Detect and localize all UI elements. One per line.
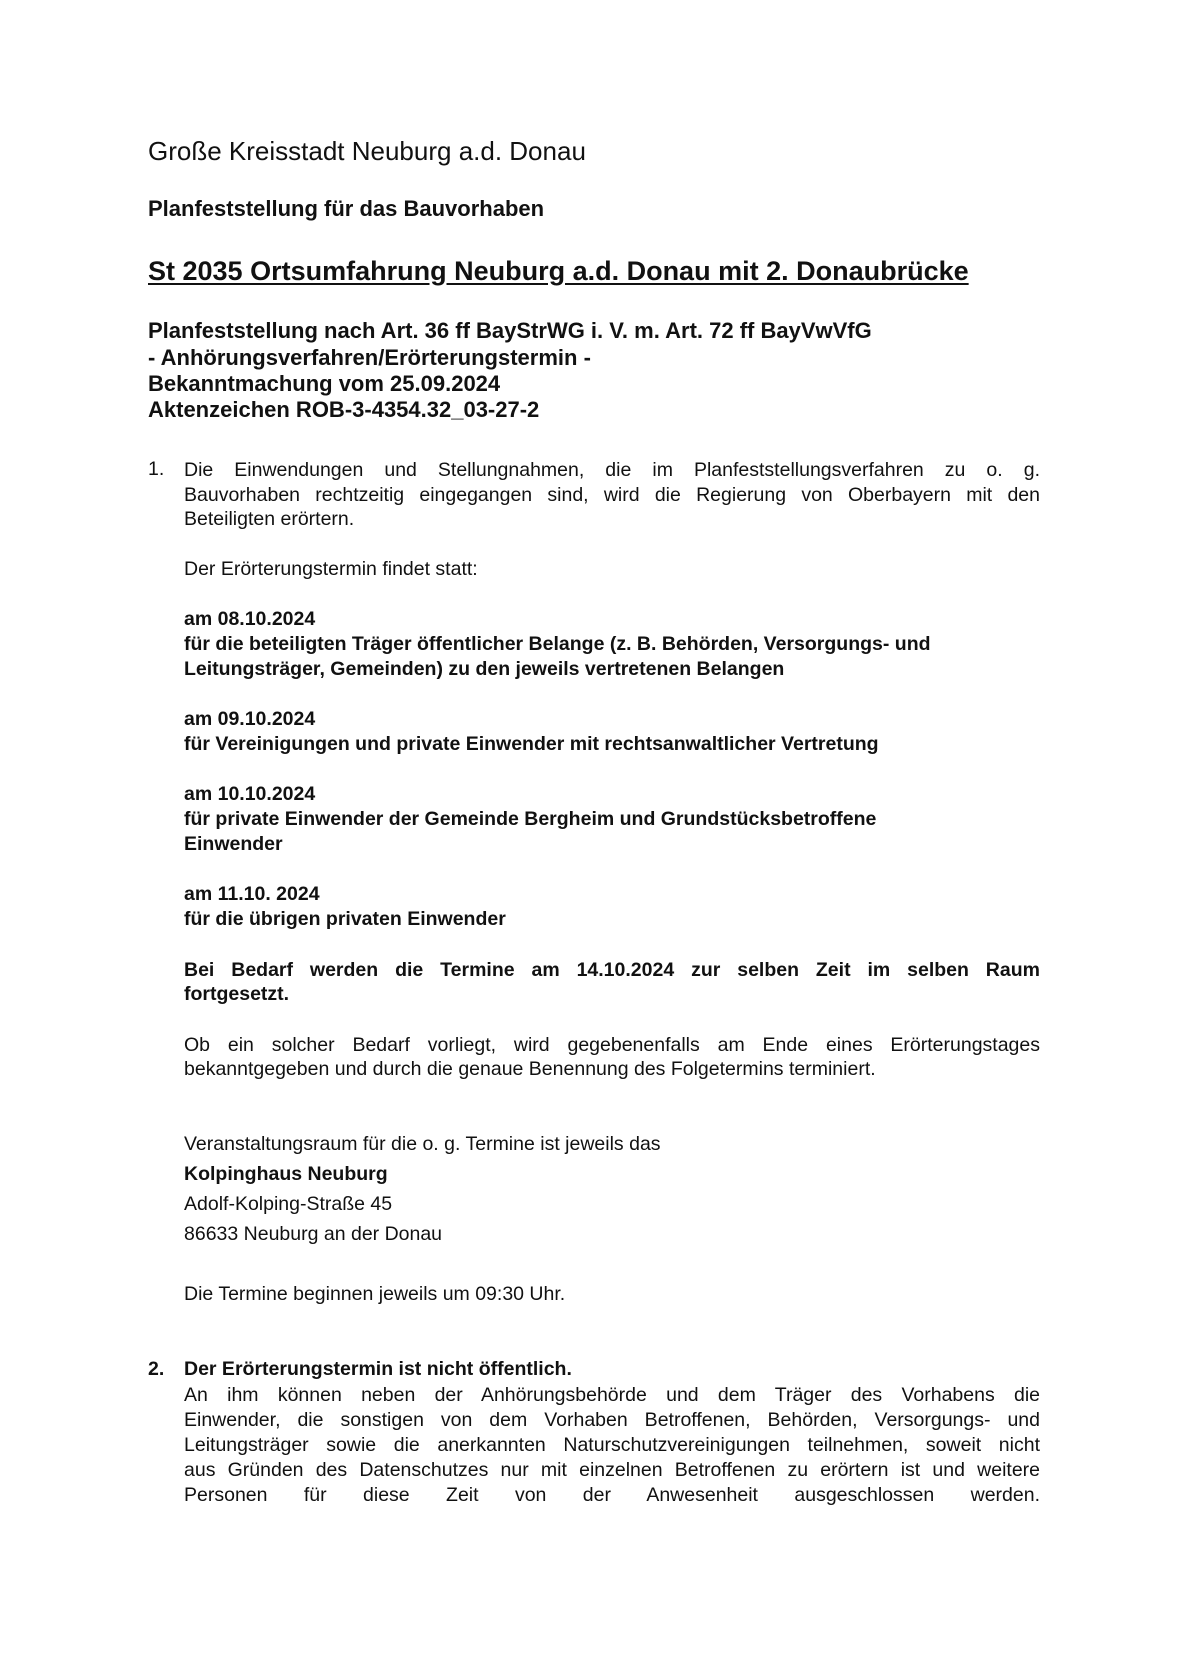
start-time: Die Termine beginnen jeweils um 09:30 Uhr. [184, 1283, 566, 1305]
hearing-date-2-desc-line-1: für Vereinigungen und private Einwender mit rechtsanwaltlicher Vertretung [184, 733, 879, 755]
hearing-date-4-desc-line-1: für die übrigen privaten Einwender [184, 908, 506, 930]
section-1-para-line-1: Die Einwendungen und Stellungnahmen, die im Planfeststellungsverfahren zu o. g. [184, 459, 1040, 481]
section-2-para-line-3: Leitungsträger sowie die anerkannten Naturschutzvereinigungen teilnehmen, soweit nicht [184, 1434, 1040, 1456]
section-2-para-line-2: Einwender, die sonstigen von dem Vorhaben Betroffenen, Behörden, Versorgungs- und [184, 1409, 1040, 1431]
subtitle: Planfeststellung für das Bauvorhaben [148, 196, 545, 221]
section-2-para-line-4: aus Gründen des Datenschutzes nur mit einzelnen Betroffenen zu erörtern ist und weitere [184, 1459, 1040, 1481]
section-1-para-line-2: Bauvorhaben rechtzeitig eingegangen sind, wird die Regierung von Oberbayern mit den [184, 484, 1040, 506]
hearing-date-1-desc-line-2: Leitungsträger, Gemeinden) zu den jeweils vertretenen Belangen [184, 658, 785, 680]
hearing-date-3: am 10.10.2024 [184, 783, 316, 805]
venue-name: Kolpinghaus Neuburg [184, 1163, 388, 1185]
hearing-date-4: am 11.10. 2024 [184, 883, 320, 905]
notice-line-1: Ob ein solcher Bedarf vorliegt, wird gegebenenfalls am Ende eines Erörterungstages [184, 1034, 1040, 1056]
procedure-line: - Anhörungsverfahren/Erörterungstermin - [148, 345, 591, 370]
section-2-number: 2. [148, 1358, 165, 1380]
section-2-heading: Der Erörterungstermin ist nicht öffentlich. [184, 1358, 572, 1380]
section-1-para-line-3: Beteiligten erörtern. [184, 508, 355, 530]
venue-intro: Veranstaltungsraum für die o. g. Termine ist jeweils das [184, 1133, 661, 1155]
section-2-para-line-5: Personen für diese Zeit von der Anwesenheit ausgeschlossen werden. [184, 1484, 1040, 1506]
hearing-date-3-desc-line-2: Einwender [184, 833, 283, 855]
file-number-line: Aktenzeichen ROB-3-4354.32_03-27-2 [148, 397, 540, 422]
hearing-date-1-desc-line-1: für die beteiligten Träger öffentlicher Belange (z. B. Behörden, Versorgungs- und [184, 633, 931, 655]
venue-city: 86633 Neuburg an der Donau [184, 1223, 443, 1245]
notice-line-2: bekanntgegeben und durch die genaue Benennung des Folgetermins terminiert. [184, 1058, 876, 1080]
hearing-intro: Der Erörterungstermin findet statt: [184, 558, 478, 580]
continuation-line-2: fortgesetzt. [184, 983, 290, 1005]
section-1-number: 1. [148, 458, 165, 480]
project-title: St 2035 Ortsumfahrung Neuburg a.d. Donau mit 2. Donaubrücke [148, 256, 969, 286]
continuation-line-1: Bei Bedarf werden die Termine am 14.10.2024 zur selben Zeit im selben Raum [184, 959, 1040, 981]
hearing-date-2: am 09.10.2024 [184, 708, 316, 730]
hearing-date-1: am 08.10.2024 [184, 608, 316, 630]
section-2-para-line-1: An ihm können neben der Anhörungsbehörde und dem Träger des Vorhabens die [184, 1384, 1040, 1406]
announcement-date-line: Bekanntmachung vom 25.09.2024 [148, 371, 501, 396]
organization-name: Große Kreisstadt Neuburg a.d. Donau [148, 136, 586, 166]
venue-street: Adolf-Kolping-Straße 45 [184, 1193, 393, 1215]
legal-basis-line: Planfeststellung nach Art. 36 ff BayStrWG i. V. m. Art. 72 ff BayVwVfG [148, 318, 872, 343]
hearing-date-3-desc-line-1: für private Einwender der Gemeinde Bergheim und Grundstücksbetroffene [184, 808, 877, 830]
